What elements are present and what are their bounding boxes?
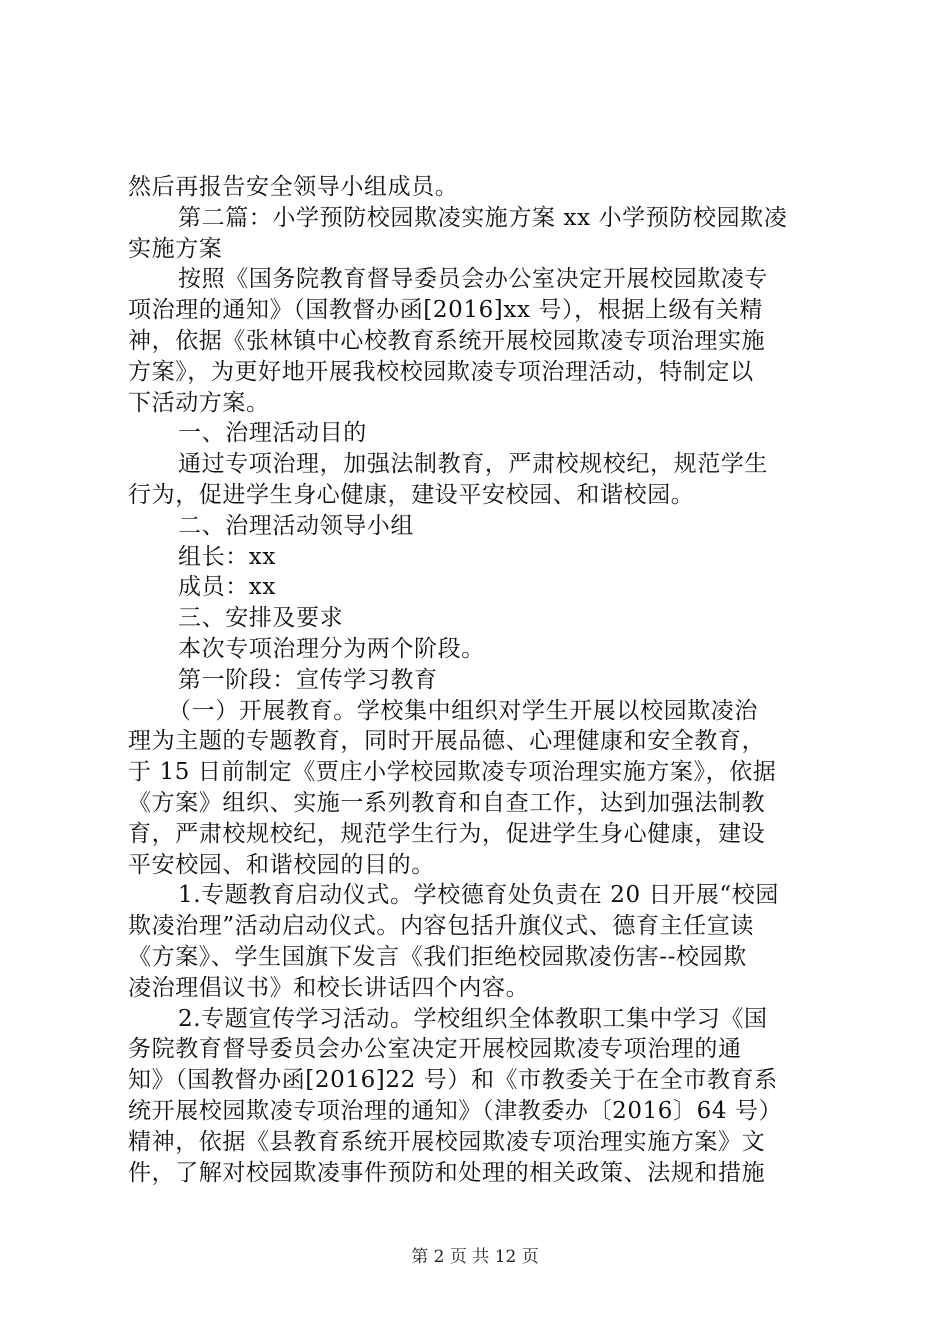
text-line: 方案》，为更好地开展我校校园欺凌专项治理活动，特制定以 <box>128 358 754 385</box>
text-line: 组长：xx <box>178 543 276 570</box>
text-line: 本次专项治理分为两个阶段。 <box>178 635 485 662</box>
text-line: 实施方案 <box>128 235 223 262</box>
text-line: 理为主题的专题教育，同时开展品德、心理健康和安全教育， <box>128 728 766 755</box>
text-line: 务院教育督导委员会办公室决定开展校园欺凌专项治理的通 <box>128 1036 742 1063</box>
text-line: 行为，促进学生身心健康，建设平安校园、和谐校园。 <box>128 481 695 508</box>
page-number-footer: 第 2 页 共 12 页 <box>411 1247 539 1267</box>
text-line: 1.专题教育启动仪式。学校德育处负责在 20 日开展“校园 <box>178 882 779 909</box>
text-line: 神，依据《张林镇中心校教育系统开展校园欺凌专项治理实施 <box>128 327 766 354</box>
text-line: 欺凌治理”活动启动仪式。内容包括升旗仪式、德育主任宣读 <box>128 913 754 940</box>
text-line: 《方案》、学生国旗下发言《我们拒绝校园欺凌伤害--校园欺 <box>128 943 747 970</box>
text-line: （一）开展教育。学校集中组织对学生开展以校园欺凌治 <box>168 697 758 724</box>
text-line: 《方案》组织、实施一系列教育和自查工作，达到加强法制教 <box>128 789 766 816</box>
text-line: 第一阶段：宣传学习教育 <box>178 666 438 693</box>
document-body <box>128 172 830 1188</box>
text-line: 项治理的通知》（国教督办函[2016]xx 号），根据上级有关精 <box>128 297 763 324</box>
section-heading: 二、治理活动领导小组 <box>178 512 414 539</box>
section-heading: 一、治理活动目的 <box>178 420 367 447</box>
text-line: 2.专题宣传学习活动。学校组织全体教职工集中学习《国 <box>178 1005 768 1032</box>
text-line: 于 15 日前制定《贾庄小学校园欺凌专项治理实施方案》，依据 <box>128 759 777 786</box>
text-line: 通过专项治理，加强法制教育，严肃校规校纪，规范学生 <box>178 451 768 478</box>
text-line: 平安校园、和谐校园的目的。 <box>128 851 435 878</box>
text-line: 第二篇：小学预防校园欺凌实施方案 xx 小学预防校园欺凌 <box>178 204 788 231</box>
text-line: 精神，依据《县教育系统开展校园欺凌专项治理实施方案》文 <box>128 1128 766 1155</box>
text-line: 凌治理倡议书》和校长讲话四个内容。 <box>128 974 530 1001</box>
text-line: 然后再报告安全领导小组成员。 <box>128 174 459 200</box>
text-line: 统开展校园欺凌专项治理的通知》（津教委办〔2016〕64 号） <box>128 1097 783 1124</box>
text-line: 成员：xx <box>178 574 276 601</box>
text-line: 件，了解对校园欺凌事件预防和处理的相关政策、法规和措施 <box>128 1159 766 1186</box>
text-line: 下活动方案。 <box>128 389 270 416</box>
section-heading: 三、安排及要求 <box>178 605 344 632</box>
text-line: 按照《国务院教育督导委员会办公室决定开展校园欺凌专 <box>178 266 768 293</box>
text-line: 知》（国教督办函[2016]22 号）和《市教委关于在全市教育系 <box>128 1067 778 1094</box>
text-line: 育，严肃校规校纪，规范学生行为，促进学生身心健康，建设 <box>128 820 766 847</box>
